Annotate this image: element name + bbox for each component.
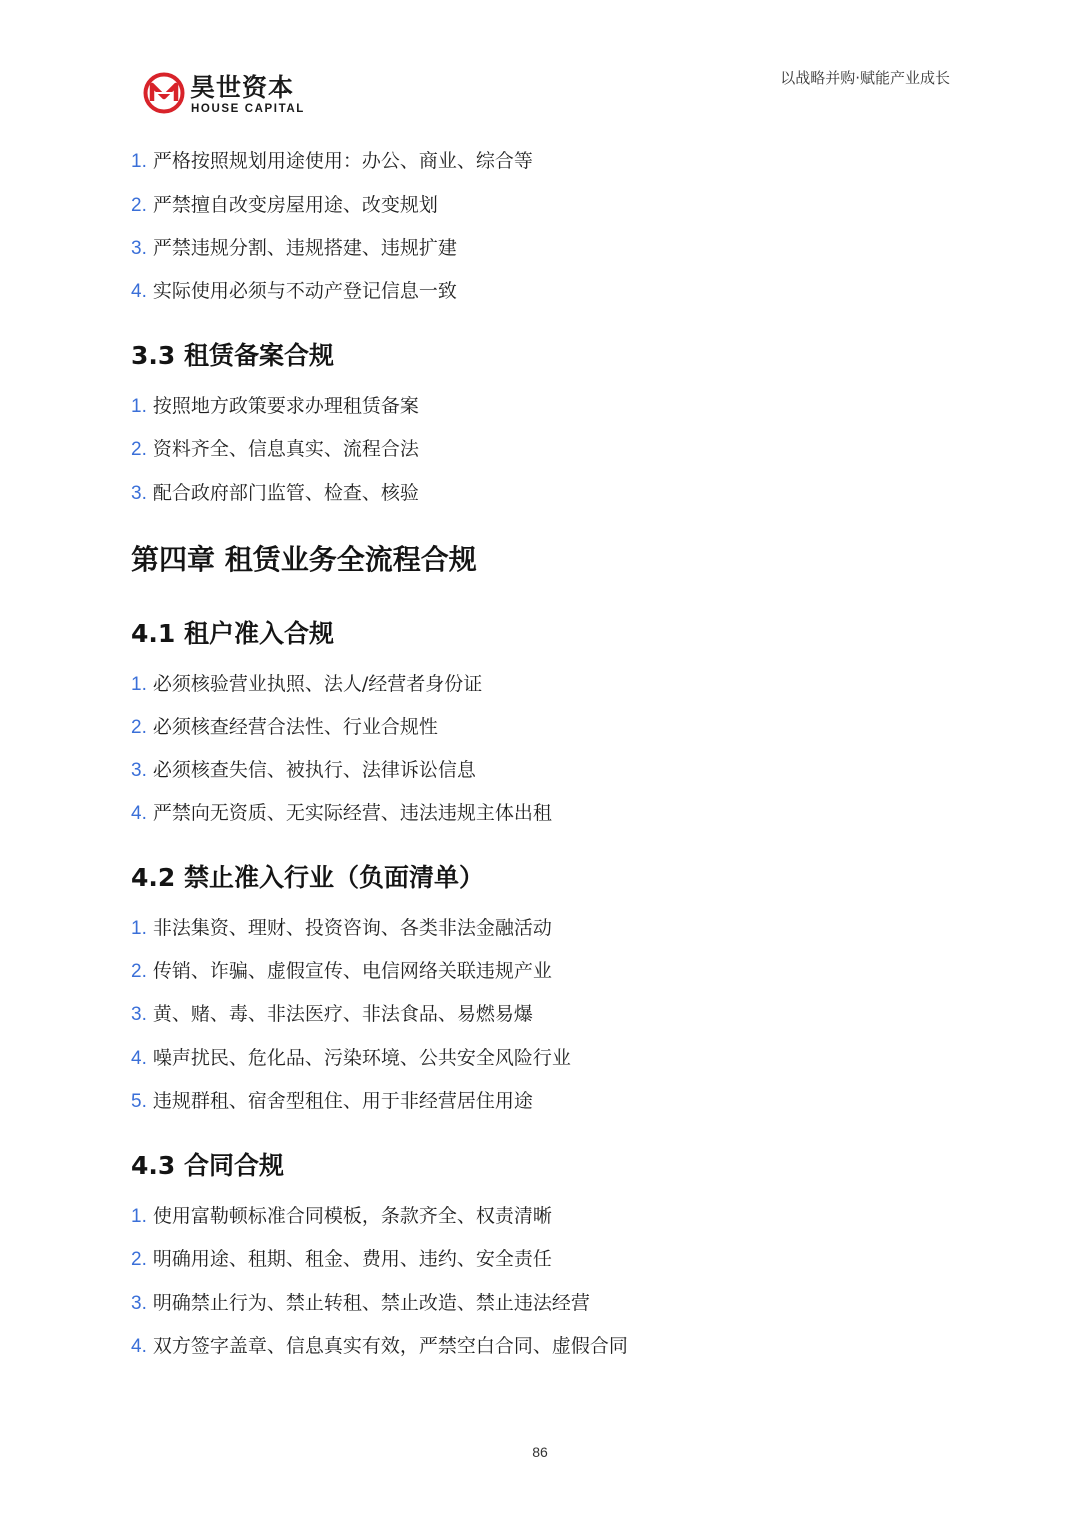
list-item [131, 1201, 552, 1231]
list-number: 1. [131, 1206, 147, 1227]
list-text: 双方签字盖章、信息真实有效，严禁空白合同、虚假合同 [152, 1335, 628, 1357]
section-heading-4-2: 4.2 禁止准入行业（负面清单） [131, 863, 484, 892]
header-slogan: 以战略并购·赋能产业成长 [780, 69, 950, 87]
list-text: 实际使用必须与不动产登记信息一致 [152, 280, 457, 302]
list-item [131, 434, 419, 464]
list-item [131, 391, 419, 421]
list-item [131, 478, 419, 508]
list-item [131, 1288, 590, 1318]
page-header [0, 0, 1080, 130]
list-number: 4. [131, 1336, 147, 1357]
list-number: 3. [131, 760, 147, 781]
list-item [131, 1244, 552, 1274]
list-number: 1. [131, 674, 147, 695]
list-number: 2. [131, 439, 147, 460]
company-logo [143, 70, 313, 120]
list-text: 严禁擅自改变房屋用途、改变规划 [152, 194, 438, 216]
logo-mark-icon [143, 72, 185, 114]
list-text: 使用富勒顿标准合同模板，条款齐全、权责清晰 [152, 1205, 552, 1227]
list-item [131, 1331, 628, 1361]
list-item [131, 956, 552, 986]
list-item [131, 276, 457, 306]
list-number: 2. [131, 961, 147, 982]
list-item [131, 669, 482, 699]
section-heading-4-1: 4.1 租户准入合规 [131, 619, 334, 648]
list-number: 5. [131, 1091, 147, 1112]
list-text: 黄、赌、毒、非法医疗、非法食品、易燃易爆 [152, 1003, 533, 1025]
list-item [131, 233, 457, 263]
list-text: 严格按照规划用途使用：办公、商业、综合等 [152, 150, 533, 172]
list-item [131, 146, 533, 176]
list-number: 1. [131, 396, 147, 417]
logo-chinese-name: 昊世资本 [190, 73, 295, 102]
list-text: 配合政府部门监管、检查、核验 [152, 482, 419, 504]
list-item [131, 1043, 571, 1073]
list-text: 明确用途、租期、租金、费用、违约、安全责任 [152, 1248, 552, 1270]
list-number: 3. [131, 238, 147, 259]
logo-english-name: HOUSE CAPITAL [191, 103, 305, 115]
list-text: 非法集资、理财、投资咨询、各类非法金融活动 [152, 917, 552, 939]
list-text: 资料齐全、信息真实、流程合法 [152, 438, 419, 460]
list-number: 3. [131, 1004, 147, 1025]
list-text: 噪声扰民、危化品、污染环境、公共安全风险行业 [152, 1047, 571, 1069]
list-number: 2. [131, 1249, 147, 1270]
list-item [131, 913, 552, 943]
list-text: 明确禁止行为、禁止转租、禁止改造、禁止违法经营 [152, 1292, 590, 1314]
list-number: 4. [131, 803, 147, 824]
list-item [131, 755, 476, 785]
list-text: 按照地方政策要求办理租赁备案 [152, 395, 419, 417]
chapter-heading-4: 第四章 租赁业务全流程合规 [131, 543, 477, 576]
section-heading-3-3: 3.3 租赁备案合规 [131, 341, 334, 370]
section-heading-4-3: 4.3 合同合规 [131, 1151, 284, 1180]
list-text: 传销、诈骗、虚假宣传、电信网络关联违规产业 [152, 960, 552, 982]
list-number: 1. [131, 151, 147, 172]
list-number: 2. [131, 717, 147, 738]
list-text: 必须核查经营合法性、行业合规性 [152, 716, 438, 738]
list-item [131, 798, 552, 828]
list-item [131, 1086, 533, 1116]
page-number: 86 [532, 1444, 548, 1460]
list-item [131, 190, 438, 220]
list-item [131, 712, 438, 742]
list-text: 严禁向无资质、无实际经营、违法违规主体出租 [152, 802, 552, 824]
list-number: 3. [131, 483, 147, 504]
list-number: 4. [131, 1048, 147, 1069]
list-number: 1. [131, 918, 147, 939]
list-item [131, 999, 533, 1029]
list-text: 严禁违规分割、违规搭建、违规扩建 [152, 237, 457, 259]
list-number: 3. [131, 1293, 147, 1314]
list-number: 2. [131, 195, 147, 216]
list-text: 必须核查失信、被执行、法律诉讼信息 [152, 759, 476, 781]
list-text: 必须核验营业执照、法人/经营者身份证 [152, 673, 483, 695]
list-number: 4. [131, 281, 147, 302]
list-text: 违规群租、宿舍型租住、用于非经营居住用途 [152, 1090, 533, 1112]
